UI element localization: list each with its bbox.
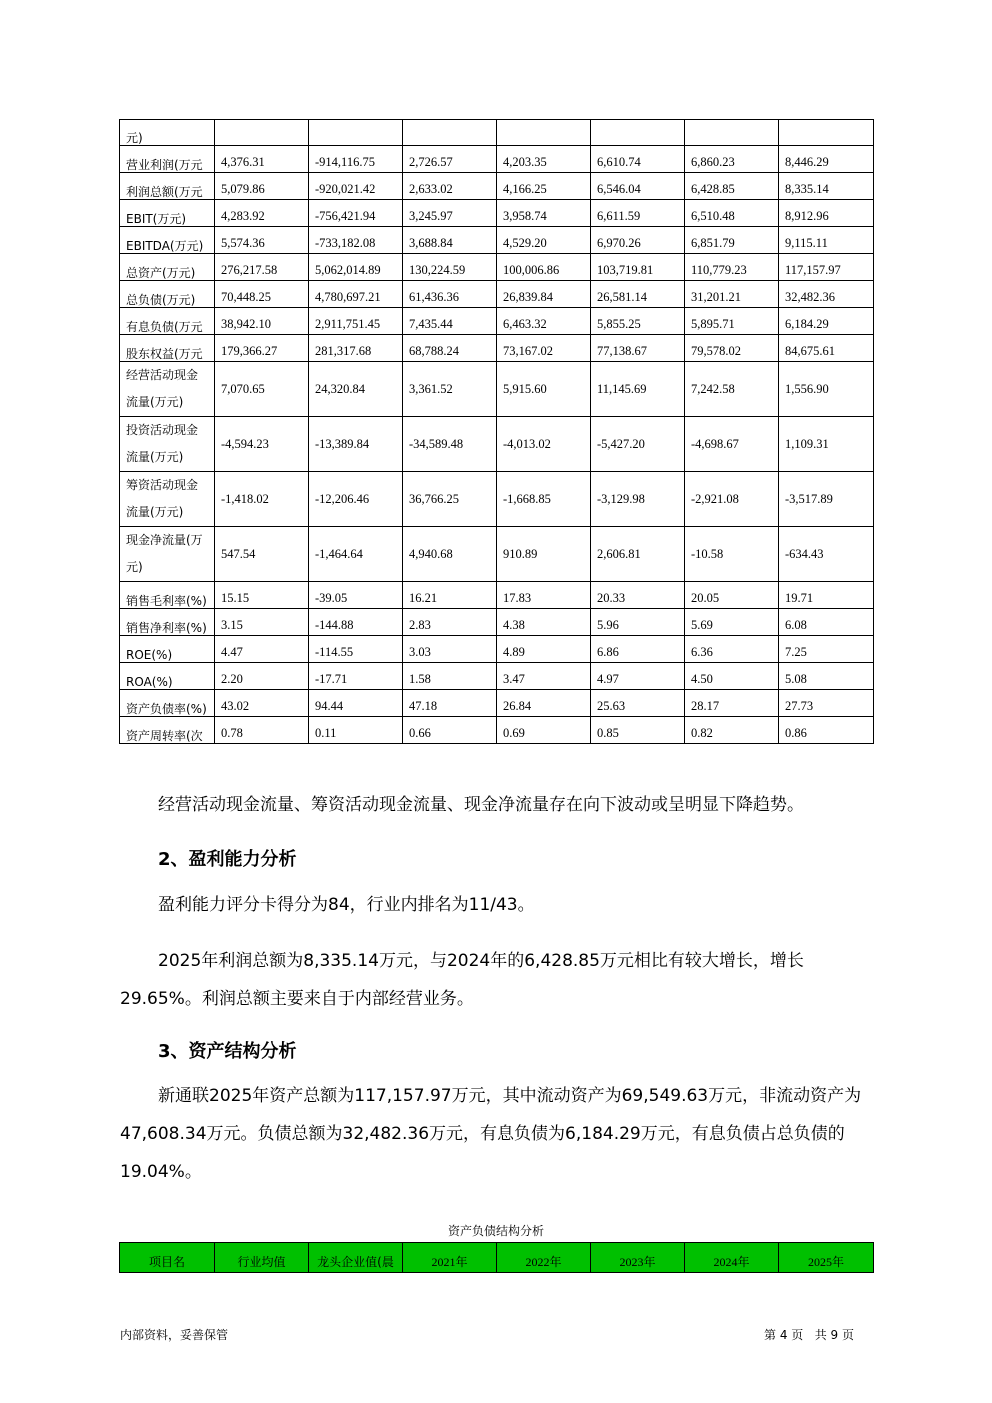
table-cell: 4,940.68 [403,527,497,582]
table-cell: -12,206.46 [309,472,403,527]
table-cell: -1,668.85 [497,472,591,527]
table-cell: 26.84 [497,690,591,717]
table-cell: 179,366.27 [215,335,309,362]
table-cell: -4,013.02 [497,417,591,472]
table-row [120,527,874,582]
table-cell [215,120,309,146]
table-row [120,362,874,417]
table-cell: 103,719.81 [591,254,685,281]
table-cell: 36,766.25 [403,472,497,527]
table-cell: 4,203.35 [497,146,591,173]
table-cell: -920,021.42 [309,173,403,200]
row-label: 股东权益(万元 [120,335,215,362]
row-label-line: 流量(万元) [126,505,184,519]
row-label: 利润总额(万元 [120,173,215,200]
table-cell: -144.88 [309,609,403,636]
table-cell: 0.78 [215,717,309,744]
table-cell: -3,129.98 [591,472,685,527]
table-cell: 7.25 [779,636,874,663]
table-cell: 4.89 [497,636,591,663]
table-cell: -1,464.64 [309,527,403,582]
table-cell: 276,217.58 [215,254,309,281]
row-label-line: 元) [126,560,143,574]
table-cell: 2,606.81 [591,527,685,582]
table-row [120,472,874,527]
header-cell: 2024年 [685,1243,779,1273]
table-cell: 16.21 [403,582,497,609]
financial-indicators-table [119,119,874,744]
table-cell: 0.11 [309,717,403,744]
table-row [120,690,874,717]
table-row [120,281,874,308]
header-cell: 2021年 [403,1243,497,1273]
table-cell: 27.73 [779,690,874,717]
header-cell: 龙头企业值(晨 [309,1243,403,1273]
row-label: EBIT(万元) [120,200,215,227]
row-label [120,417,215,472]
row-label: 资产周转率(次 [120,717,215,744]
table-cell: 3.15 [215,609,309,636]
row-label-line: 现金净流量(万 [126,533,203,547]
table-row [120,335,874,362]
row-label: 总负债(万元) [120,281,215,308]
table-row [120,254,874,281]
table-cell: 100,006.86 [497,254,591,281]
row-label: 元) [120,120,215,146]
row-label: 销售毛利率(%) [120,582,215,609]
table-cell: 0.86 [779,717,874,744]
row-label [120,362,215,417]
table-cell: 4.47 [215,636,309,663]
table-cell: 31,201.21 [685,281,779,308]
table-row [120,636,874,663]
table-cell: -756,421.94 [309,200,403,227]
table-cell: 4.50 [685,663,779,690]
table-cell: 0.82 [685,717,779,744]
table-cell: 4,166.25 [497,173,591,200]
table-cell: 11,145.69 [591,362,685,417]
table-cell: 73,167.02 [497,335,591,362]
table-cell: 32,482.36 [779,281,874,308]
table-cell: -5,427.20 [591,417,685,472]
table-cell: 6,851.79 [685,227,779,254]
row-label [120,472,215,527]
table-cell: 2.83 [403,609,497,636]
section-2-heading: 2、盈利能力分析 [158,849,297,870]
table-row [120,146,874,173]
table-cell: 47.18 [403,690,497,717]
table-cell: 2,633.02 [403,173,497,200]
table-cell: 3,361.52 [403,362,497,417]
table-cell: 38,942.10 [215,308,309,335]
table-cell: 26,581.14 [591,281,685,308]
table-cell: 5,855.25 [591,308,685,335]
table-cell: 2.20 [215,663,309,690]
table-cell: 130,224.59 [403,254,497,281]
table-cell: 5,079.86 [215,173,309,200]
table-cell: -3,517.89 [779,472,874,527]
table-cell: 5,062,014.89 [309,254,403,281]
table-cell: 281,317.68 [309,335,403,362]
table-cell: 3.03 [403,636,497,663]
row-label-line: 流量(万元) [126,450,184,464]
table-row [120,417,874,472]
table-cell: 77,138.67 [591,335,685,362]
table-cell: 4,283.92 [215,200,309,227]
table-cell: 3.47 [497,663,591,690]
table-cell: 6,510.48 [685,200,779,227]
header-cell: 项目名 [120,1243,215,1273]
table-cell: -634.43 [779,527,874,582]
table-cell: -2,921.08 [685,472,779,527]
table-cell: 6,428.85 [685,173,779,200]
table-cell: 28.17 [685,690,779,717]
table-cell: -17.71 [309,663,403,690]
table-cell [497,120,591,146]
row-label: 资产负债率(%) [120,690,215,717]
table-cell: 20.05 [685,582,779,609]
table-cell: -10.58 [685,527,779,582]
table-cell [685,120,779,146]
table-cell: 4,376.31 [215,146,309,173]
table-cell: 3,688.84 [403,227,497,254]
row-label: EBITDA(万元) [120,227,215,254]
table-cell: 9,115.11 [779,227,874,254]
table-cell: -914,116.75 [309,146,403,173]
table-cell: 19.71 [779,582,874,609]
table-cell: 1,556.90 [779,362,874,417]
table-cell: 6.86 [591,636,685,663]
table-cell: 3,958.74 [497,200,591,227]
table-cell: -39.05 [309,582,403,609]
table-cell: 8,335.14 [779,173,874,200]
table-row [120,582,874,609]
table-cell: 2,911,751.45 [309,308,403,335]
table-cell: -114.55 [309,636,403,663]
row-label: ROA(%) [120,663,215,690]
table-row [120,717,874,744]
row-label-line: 筹资活动现金 [126,478,199,492]
footer-page-number: 第 4 页 共 9 页 [764,1328,854,1342]
table-cell: 6,970.26 [591,227,685,254]
table-cell: -34,589.48 [403,417,497,472]
table-cell: 94.44 [309,690,403,717]
table-cell: 6,546.04 [591,173,685,200]
table-cell: 7,435.44 [403,308,497,335]
table-cell: 110,779.23 [685,254,779,281]
table-cell: 5,915.60 [497,362,591,417]
table-cell: 910.89 [497,527,591,582]
table-cell: 8,912.96 [779,200,874,227]
structure-table-caption: 资产负债结构分析 [447,1224,544,1238]
table-cell: 4.97 [591,663,685,690]
table-row [120,308,874,335]
asset-structure-paragraph: 新通联2025年资产总额为117,157.97万元，其中流动资产为69,549.63万元，非流动资产为47,608.34万元。负债总额为32,482.36万元，有息负债为6,184.29万元，有息负债占总负债的19.04%。 [120,1086,862,1182]
section-3-heading: 3、资产结构分析 [158,1041,297,1062]
table-cell: -4,698.67 [685,417,779,472]
table-cell: 5.96 [591,609,685,636]
table-cell: 1,109.31 [779,417,874,472]
table-header-row [120,1243,874,1273]
table-cell: 7,242.58 [685,362,779,417]
table-cell [309,120,403,146]
table-row [120,200,874,227]
trend-paragraph: 经营活动现金流量、筹资活动现金流量、现金净流量存在向下波动或呈明显下降趋势。 [158,795,804,815]
row-label-line: 经营活动现金 [126,368,199,382]
table-cell: 0.85 [591,717,685,744]
table-cell: 0.66 [403,717,497,744]
table-cell: 79,578.02 [685,335,779,362]
table-cell: 117,157.97 [779,254,874,281]
row-label: 营业利润(万元 [120,146,215,173]
table-cell: -1,418.02 [215,472,309,527]
row-label: 销售净利率(%) [120,609,215,636]
table-row [120,173,874,200]
table-cell: 4,529.20 [497,227,591,254]
table-cell: 547.54 [215,527,309,582]
table-row [120,663,874,690]
table-cell: 0.69 [497,717,591,744]
table-cell: 5.69 [685,609,779,636]
table-cell: 17.83 [497,582,591,609]
table-cell: 2,726.57 [403,146,497,173]
table-cell: 1.58 [403,663,497,690]
table-cell: 6.08 [779,609,874,636]
row-label [120,527,215,582]
table-cell: 70,448.25 [215,281,309,308]
table-row [120,609,874,636]
table-cell: -733,182.08 [309,227,403,254]
header-cell: 2023年 [591,1243,685,1273]
table-cell: 61,436.36 [403,281,497,308]
table-cell: -13,389.84 [309,417,403,472]
table-cell: 8,446.29 [779,146,874,173]
table-cell [403,120,497,146]
table-cell: 24,320.84 [309,362,403,417]
table-cell: 4.38 [497,609,591,636]
table-cell: 5,895.71 [685,308,779,335]
table-row [120,120,874,146]
table-cell: 6,463.32 [497,308,591,335]
table-cell [591,120,685,146]
table-cell: 5.08 [779,663,874,690]
profit-total-paragraph: 2025年利润总额为8,335.14万元，与2024年的6,428.85万元相比有较大增长，增长29.65%。利润总额主要来自于内部经营业务。 [120,951,804,1009]
table-cell: 25.63 [591,690,685,717]
header-cell: 2025年 [779,1243,874,1273]
table-cell: 6,611.59 [591,200,685,227]
asset-liability-structure-table [119,1242,874,1273]
table-cell: 84,675.61 [779,335,874,362]
table-cell: 5,574.36 [215,227,309,254]
table-cell [779,120,874,146]
table-cell: 68,788.24 [403,335,497,362]
header-cell: 2022年 [497,1243,591,1273]
table-cell: 6.36 [685,636,779,663]
table-cell: 43.02 [215,690,309,717]
row-label: 有息负债(万元 [120,308,215,335]
row-label: ROE(%) [120,636,215,663]
row-label-line: 流量(万元) [126,395,184,409]
table-row [120,227,874,254]
table-cell: 3,245.97 [403,200,497,227]
row-label: 总资产(万元) [120,254,215,281]
table-cell: -4,594.23 [215,417,309,472]
table-cell: 4,780,697.21 [309,281,403,308]
table-cell: 6,184.29 [779,308,874,335]
table-cell: 7,070.65 [215,362,309,417]
table-cell: 26,839.84 [497,281,591,308]
footer-confidential-note: 内部资料，妥善保管 [120,1328,229,1342]
row-label-line: 投资活动现金 [126,423,199,437]
table-cell: 15.15 [215,582,309,609]
table-cell: 20.33 [591,582,685,609]
table-cell: 6,860.23 [685,146,779,173]
table-cell: 6,610.74 [591,146,685,173]
profitability-score-paragraph: 盈利能力评分卡得分为84，行业内排名为11/43。 [158,895,535,915]
header-cell: 行业均值 [215,1243,309,1273]
